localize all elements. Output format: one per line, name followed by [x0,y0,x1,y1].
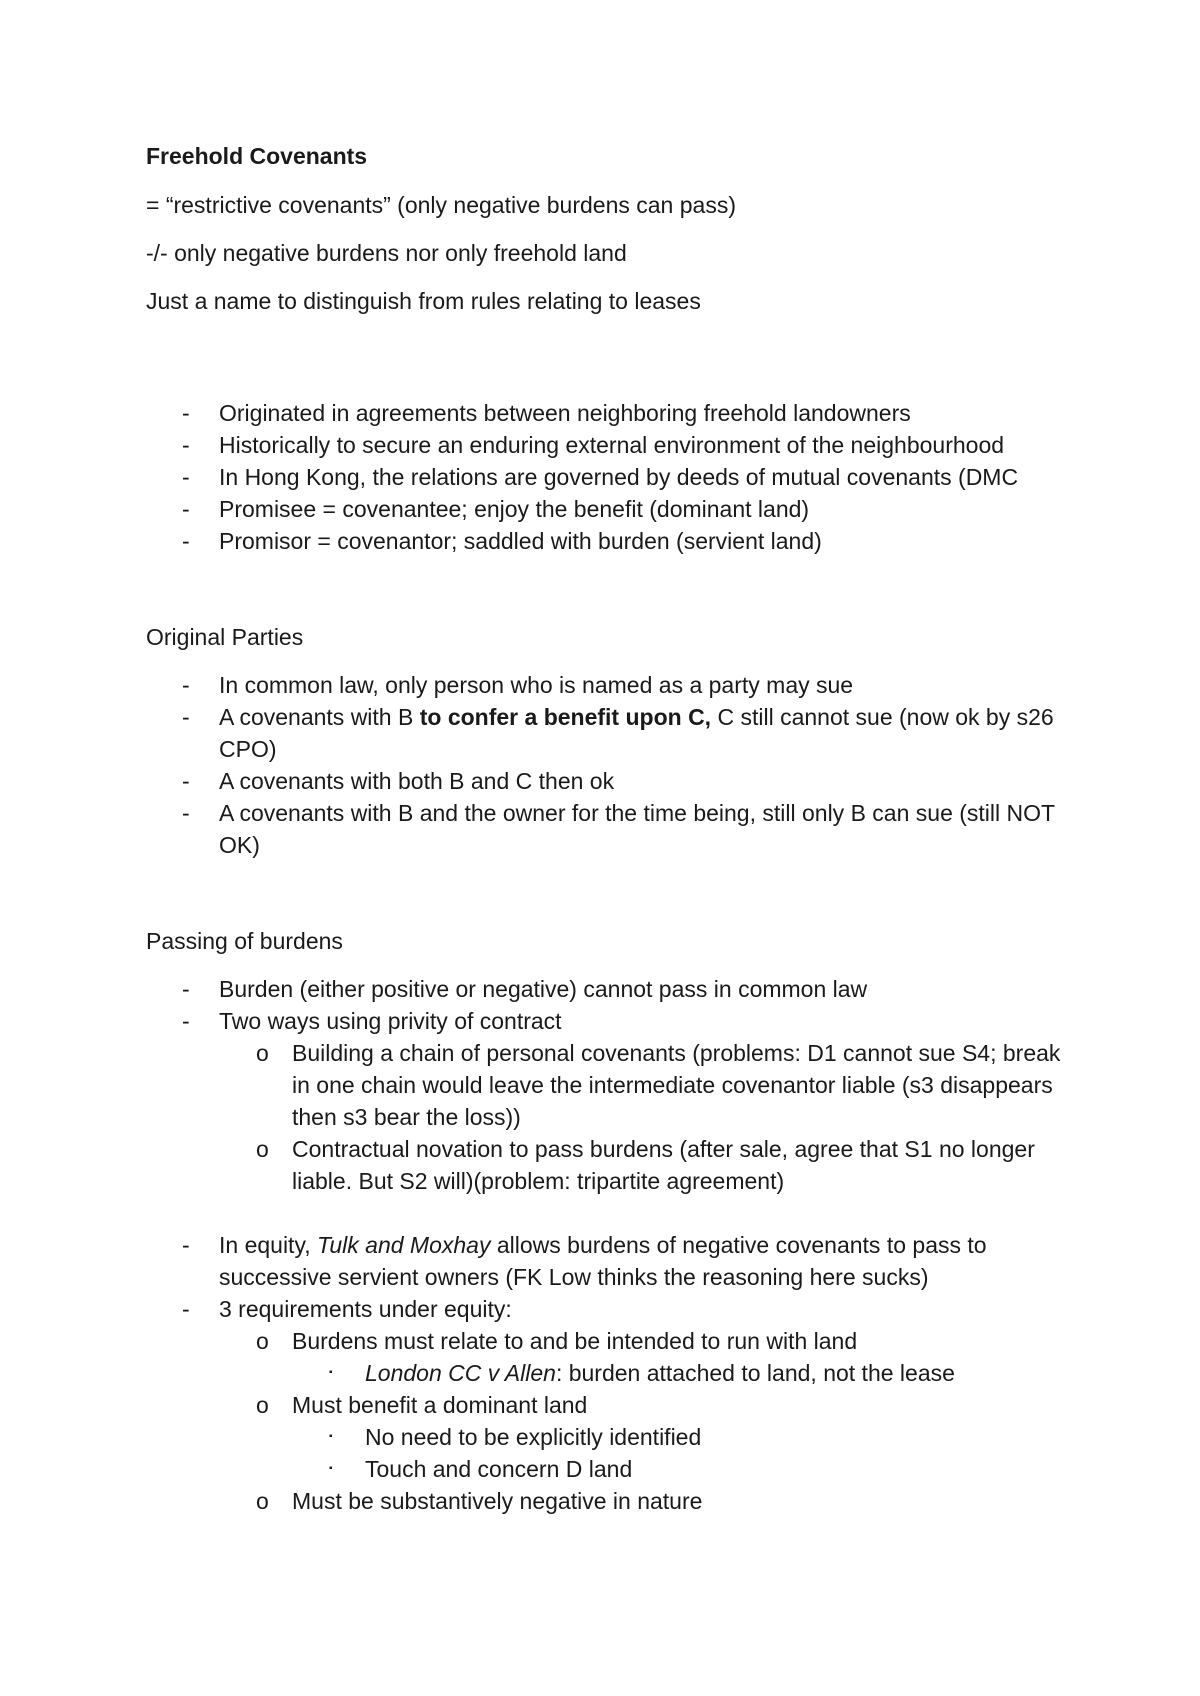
spacer [146,333,1080,397]
sub-list-item-text: Contractual novation to pass burdens (after sale, agree that S1 no longer liable. But S2 will)(problem: tripartite agreement) [292,1136,1035,1194]
intro-line-2: -/- only negative burdens nor only freehold land [146,240,627,266]
list-item [146,765,1080,797]
dash-marker: - [182,672,190,698]
equity-list [146,1229,1080,1325]
list-item-text: Promisor = covenantor; saddled with burden (servient land) [219,528,822,554]
sub-list-item [146,1037,1080,1133]
dash-marker: - [182,768,190,794]
section-heading-passing-of-burdens: Passing of burdens [146,928,343,954]
list-item [146,397,1080,429]
sub-list-item-text: Burdens must relate to and be intended to run with land [292,1328,858,1354]
sub-list-item-text: Building a chain of personal covenants (problems: D1 cannot sue S4; break in one chain would leave the intermediate covenantor liable (s3 disappears then s3 bear the loss)) [292,1040,1061,1130]
dash-marker: - [182,1008,190,1034]
list-item [146,797,1080,861]
spacer [146,557,1080,621]
sub-sub-list-item-text: : burden attached to land, not the lease [555,1360,955,1386]
dash-marker: - [182,976,190,1002]
list-item-text: A covenants with B and the owner for the time being, still only B can sue (still NOT OK) [219,800,1055,858]
dash-marker: - [182,496,190,522]
case-name: Tulk and Moxhay [317,1232,491,1258]
dash-marker: - [182,528,190,554]
spacer [146,861,1080,925]
list-item [146,1005,1080,1037]
original-parties-list [146,669,1080,861]
list-item-text-end: allows burdens of negative covenants to pass to successive servient owners (FK Low thinks the reasoning here sucks) [219,1232,987,1290]
list-item-text: In common law, only person who is named as a party may sue [219,672,854,698]
requirements-list-3 [146,1485,1080,1517]
list-item [146,1293,1080,1325]
spacer [146,1197,1080,1229]
list-item [146,973,1080,1005]
bold-phrase: to confer a benefit upon C, [419,704,712,730]
list-item-text-start: In equity, [219,1232,318,1258]
list-item-text: Burden (either positive or negative) cannot pass in common law [219,976,868,1002]
list-item-text: Historically to secure an enduring external environment of the neighbourhood [219,432,1005,458]
list-item [146,701,1080,765]
list-item [146,461,1080,493]
privity-sub-list [146,1037,1080,1197]
circle-marker: o [256,1136,269,1162]
list-item-text: Originated in agreements between neighboring freehold landowners [219,400,911,426]
dash-marker: - [182,1296,190,1322]
dash-marker: - [182,1232,190,1258]
circle-marker: o [256,1392,269,1418]
requirement-1-details [146,1357,1080,1389]
list-item-text: Two ways using privity of contract [219,1008,562,1034]
sub-sub-list-item-text: No need to be explicitly identified [365,1424,702,1450]
list-item-text-start: A covenants with B [219,704,420,730]
list-item [146,525,1080,557]
list-item [146,669,1080,701]
passing-burdens-list [146,973,1080,1037]
sub-list-item [146,1133,1080,1197]
sub-list-item-text: Must be substantively negative in nature [292,1488,703,1514]
sub-sub-list-item [146,1453,1080,1485]
list-item-text: A covenants with both B and C then ok [219,768,615,794]
dash-marker: - [182,432,190,458]
square-bullet-icon: ▪ [329,1367,333,1378]
sub-sub-list-item [146,1357,1080,1389]
case-name: London CC v Allen [365,1360,556,1386]
sub-list-item [146,1325,1080,1357]
dash-marker: - [182,704,190,730]
requirements-list-2 [146,1389,1080,1421]
dash-marker: - [182,400,190,426]
circle-marker: o [256,1488,269,1514]
list-item-text: In Hong Kong, the relations are governed by deeds of mutual covenants (DMC [219,464,1019,490]
intro-line-1: = “restrictive covenants” (only negative burdens can pass) [146,192,736,218]
dash-marker: - [182,800,190,826]
square-bullet-icon: ▪ [329,1431,333,1442]
list-item [146,1229,1080,1293]
list-item [146,493,1080,525]
sub-list-item [146,1485,1080,1517]
document-title: Freehold Covenants [146,143,368,169]
intro-bullet-list [146,397,1080,557]
sub-list-item [146,1389,1080,1421]
sub-sub-list-item [146,1421,1080,1453]
sub-list-item-text: Must benefit a dominant land [292,1392,588,1418]
circle-marker: o [256,1328,269,1354]
list-item-text: Promisee = covenantee; enjoy the benefit (dominant land) [219,496,810,522]
dash-marker: - [182,464,190,490]
list-item-text-end: C still cannot sue (now ok by s26 CPO) [219,704,1054,762]
list-item [146,429,1080,461]
circle-marker: o [256,1040,269,1066]
section-heading-original-parties: Original Parties [146,624,304,650]
requirements-list [146,1325,1080,1357]
intro-line-3: Just a name to distinguish from rules relating to leases [146,288,701,314]
requirement-2-details [146,1421,1080,1485]
list-item-text: 3 requirements under equity: [219,1296,512,1322]
square-bullet-icon: ▪ [329,1463,333,1474]
sub-sub-list-item-text: Touch and concern D land [365,1456,633,1482]
